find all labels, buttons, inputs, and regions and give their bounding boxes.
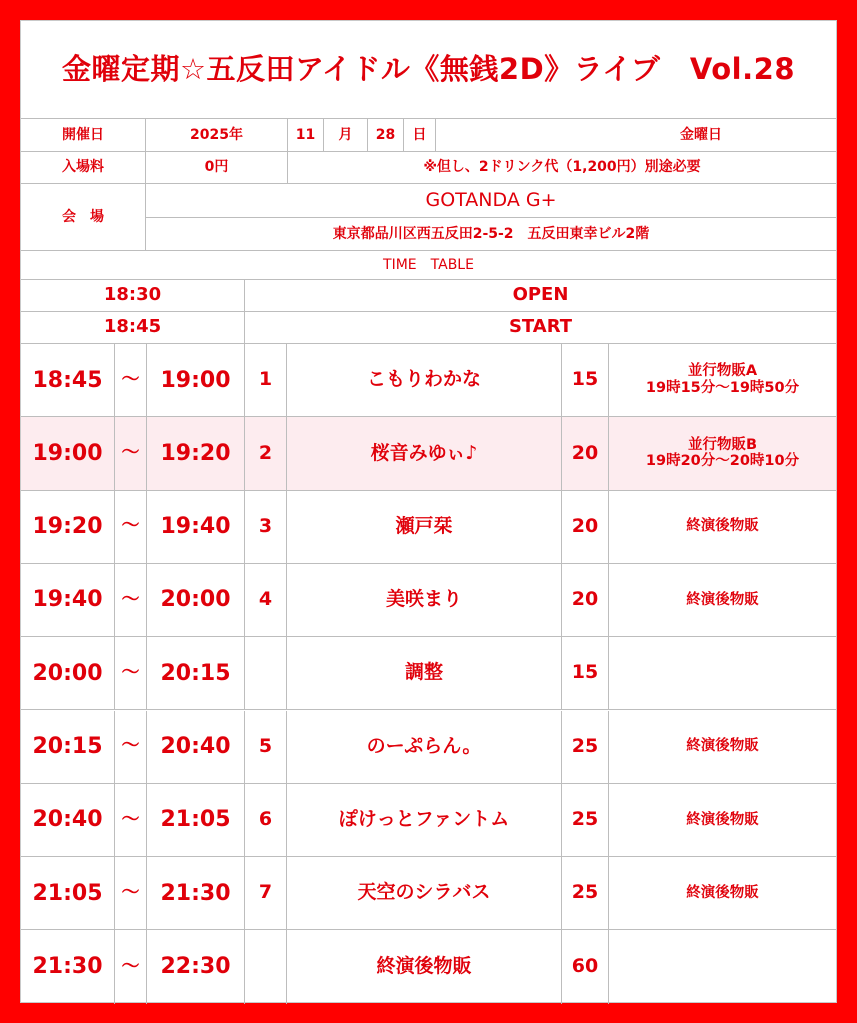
date-label: 開催日 bbox=[21, 119, 146, 152]
row-end-time: 20:15 bbox=[147, 637, 245, 710]
row-number bbox=[245, 637, 287, 710]
row-duration: 25 bbox=[562, 711, 609, 784]
date-day: 28 bbox=[368, 119, 404, 152]
row-separator: ～ bbox=[115, 637, 147, 710]
row-note-line1: 並行物販B bbox=[687, 436, 758, 453]
row-note bbox=[609, 857, 836, 930]
date-day-unit: 日 bbox=[404, 119, 436, 152]
row-start-time: 20:00 bbox=[21, 637, 115, 710]
row-note bbox=[609, 491, 836, 564]
row-end-time: 22:30 bbox=[147, 930, 245, 1003]
row-end-time: 20:40 bbox=[147, 711, 245, 784]
row-note bbox=[609, 564, 836, 637]
row-performer: 終演後物販 bbox=[287, 930, 562, 1003]
start-time: 18:45 bbox=[21, 312, 245, 344]
row-start-time: 21:05 bbox=[21, 857, 115, 930]
row-performer: 桜音みゆぃ♪ bbox=[287, 417, 562, 490]
row-performer: 調整 bbox=[287, 637, 562, 710]
date-month: 11 bbox=[288, 119, 324, 152]
row-note-line1: 終演後物販 bbox=[686, 884, 759, 901]
row-number: 6 bbox=[245, 784, 287, 857]
row-duration: 60 bbox=[562, 930, 609, 1003]
row-duration: 15 bbox=[562, 637, 609, 710]
row-note bbox=[609, 637, 836, 710]
row-performer: 天空のシラバス bbox=[287, 857, 562, 930]
row-start-time: 19:00 bbox=[21, 417, 115, 490]
row-note-line1: 終演後物販 bbox=[686, 591, 759, 608]
timetable-sheet bbox=[20, 20, 837, 1003]
row-start-time: 19:40 bbox=[21, 564, 115, 637]
row-duration: 25 bbox=[562, 857, 609, 930]
row-note-line1: 終演後物販 bbox=[686, 738, 759, 755]
row-performer: 瀬戸栞 bbox=[287, 491, 562, 564]
row-note bbox=[609, 930, 836, 1003]
row-end-time: 21:05 bbox=[147, 784, 245, 857]
row-note-line1: 終演後物販 bbox=[686, 518, 759, 535]
venue-label: 会 場 bbox=[21, 184, 146, 251]
fee-note: ※但し、2ドリンク代（1,200円）別途必要 bbox=[288, 152, 836, 184]
date-year: 2025年 bbox=[146, 119, 288, 152]
row-duration: 20 bbox=[562, 564, 609, 637]
row-separator: ～ bbox=[115, 784, 147, 857]
row-performer: こもりわかな bbox=[287, 344, 562, 417]
open-time: 18:30 bbox=[21, 280, 245, 312]
row-note-line1: 並行物販A bbox=[687, 363, 758, 380]
date-weekday: 金曜日 bbox=[436, 119, 836, 152]
row-separator: ～ bbox=[115, 491, 147, 564]
fee-label: 入場料 bbox=[21, 152, 146, 184]
row-start-time: 19:20 bbox=[21, 491, 115, 564]
date-month-unit: 月 bbox=[324, 119, 368, 152]
row-end-time: 21:30 bbox=[147, 857, 245, 930]
row-number: 3 bbox=[245, 491, 287, 564]
row-end-time: 20:00 bbox=[147, 564, 245, 637]
row-number: 5 bbox=[245, 711, 287, 784]
row-performer: ぽけっとファントム bbox=[287, 784, 562, 857]
row-end-time: 19:40 bbox=[147, 491, 245, 564]
row-start-time: 18:45 bbox=[21, 344, 115, 417]
row-end-time: 19:00 bbox=[147, 344, 245, 417]
row-note bbox=[609, 417, 836, 490]
row-note-line2: 19時20分～20時10分 bbox=[645, 453, 800, 470]
row-start-time: 21:30 bbox=[21, 930, 115, 1003]
row-number: 7 bbox=[245, 857, 287, 930]
row-separator: ～ bbox=[115, 930, 147, 1003]
row-separator: ～ bbox=[115, 564, 147, 637]
venue-name: GOTANDA G+ bbox=[146, 184, 836, 218]
row-duration: 20 bbox=[562, 417, 609, 490]
row-duration: 20 bbox=[562, 491, 609, 564]
row-number: 2 bbox=[245, 417, 287, 490]
row-start-time: 20:15 bbox=[21, 711, 115, 784]
row-number: 1 bbox=[245, 344, 287, 417]
row-note bbox=[609, 344, 836, 417]
fee-value: 0円 bbox=[146, 152, 288, 184]
start-label: START bbox=[245, 312, 836, 344]
row-number: 4 bbox=[245, 564, 287, 637]
row-number bbox=[245, 930, 287, 1003]
row-end-time: 19:20 bbox=[147, 417, 245, 490]
timetable-header: TIME TABLE bbox=[21, 251, 836, 280]
row-note-line1: 終演後物販 bbox=[686, 811, 759, 828]
row-note bbox=[609, 784, 836, 857]
row-note bbox=[609, 711, 836, 784]
row-performer: 美咲まり bbox=[287, 564, 562, 637]
row-performer: のーぷらん。 bbox=[287, 711, 562, 784]
venue-address: 東京都品川区西五反田2-5-2 五反田東幸ビル2階 bbox=[146, 218, 836, 251]
row-separator: ～ bbox=[115, 344, 147, 417]
row-separator: ～ bbox=[115, 857, 147, 930]
open-label: OPEN bbox=[245, 280, 836, 312]
row-separator: ～ bbox=[115, 417, 147, 490]
event-title: 金曜定期☆五反田アイドル《無銭2D》ライブ Vol.28 bbox=[21, 21, 836, 119]
row-duration: 15 bbox=[562, 344, 609, 417]
row-duration: 25 bbox=[562, 784, 609, 857]
row-separator: ～ bbox=[115, 711, 147, 784]
row-note-line2: 19時15分～19時50分 bbox=[645, 380, 800, 397]
row-start-time: 20:40 bbox=[21, 784, 115, 857]
